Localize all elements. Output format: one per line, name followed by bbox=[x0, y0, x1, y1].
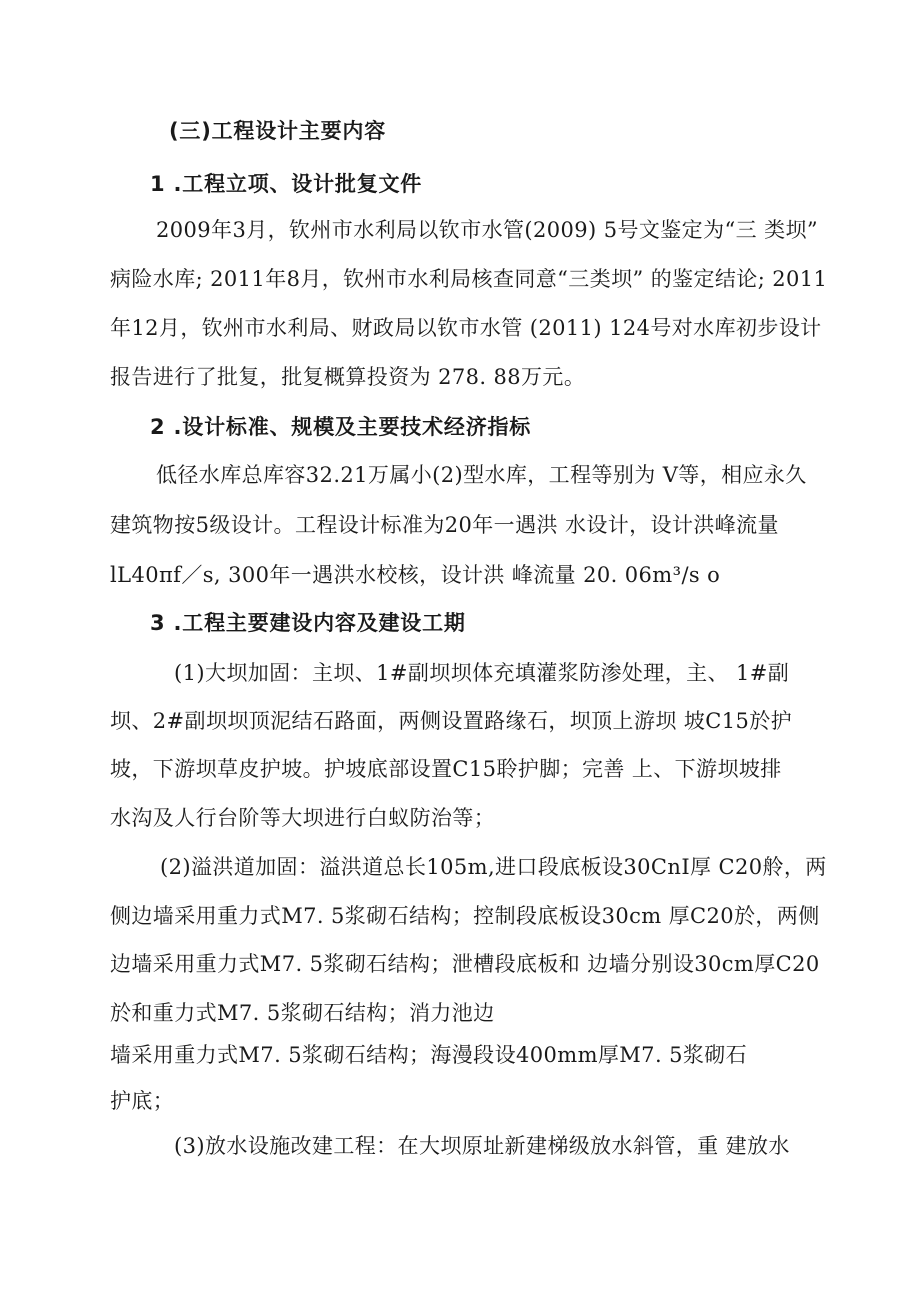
paragraph-line: (2)溢洪道加固：溢洪道总长105m,进口段底板设30CnI厚 C20舲，两 bbox=[160, 855, 827, 879]
paragraph-line: 护底； bbox=[110, 1089, 175, 1113]
paragraph-line: lL40πf／s, 300年一遇洪水校核，设计洪 峰流量 20. 06m³/s o bbox=[110, 563, 721, 587]
paragraph-line: 於和重力式M7. 5浆砌石结构；消力池边 bbox=[110, 1001, 495, 1025]
paragraph-line: (3)放水设施改建工程：在大坝原址新建梯级放水斜管，重 建放水 bbox=[174, 1134, 790, 1158]
paragraph-line: 侧边墙采用重力式M7. 5浆砌石结构；控制段底板设30cm 厚C20於，两侧 bbox=[110, 904, 820, 928]
paragraph-line: 坡，下游坝草皮护坡。护坡底部设置C15聆护脚；完善 上、下游坝坡排 bbox=[110, 757, 782, 781]
section-title: (三)工程设计主要内容 bbox=[169, 119, 386, 143]
paragraph-line: 2009年3月，钦州市水利局以钦市水管(2009) 5号文鉴定为“三 类坝” bbox=[156, 218, 819, 242]
paragraph-line: 年12月，钦州市水利局、财政局以钦市水管 (2011) 124号对水库初步设计 bbox=[110, 316, 822, 340]
paragraph-line: 水沟及人行台阶等大坝进行白蚁防治等； bbox=[110, 806, 496, 830]
subsection-title-1: 1 .工程立项、设计批复文件 bbox=[150, 172, 423, 196]
paragraph-line: 边墙采用重力式M7. 5浆砌石结构；泄槽段底板和 边墙分别设30cm厚C20 bbox=[110, 952, 820, 976]
paragraph-line: 病险水库; 2011年8月，钦州市水利局核查同意“三类坝” 的鉴定结论; 2011 bbox=[110, 267, 828, 291]
paragraph-line: 墙采用重力式M7. 5浆砌石结构；海漫段设400mm厚M7. 5浆砌石 bbox=[110, 1043, 748, 1067]
paragraph-line: 建筑物按5级设计。工程设计标准为20年一遇洪 水设计，设计洪峰流量 bbox=[110, 513, 779, 537]
paragraph-line: (1)大坝加固：主坝、1#副坝坝体充填灌浆防渗处理，主、 1#副 bbox=[174, 661, 790, 685]
subsection-title-2: 2 .设计标准、规模及主要技术经济指标 bbox=[150, 415, 532, 439]
paragraph-line: 低径水库总库容32.21万属小(2)型水库，工程等别为 V等，相应永久 bbox=[156, 463, 807, 487]
paragraph-line: 坝、2#副坝坝顶泥结石路面，两侧设置路缘石，坝顶上游坝 坡C15於护 bbox=[110, 709, 793, 733]
subsection-title-3: 3 .工程主要建设内容及建设工期 bbox=[150, 611, 466, 635]
paragraph-line: 报告进行了批复，批复概算投资为 278. 88万元。 bbox=[110, 365, 586, 389]
